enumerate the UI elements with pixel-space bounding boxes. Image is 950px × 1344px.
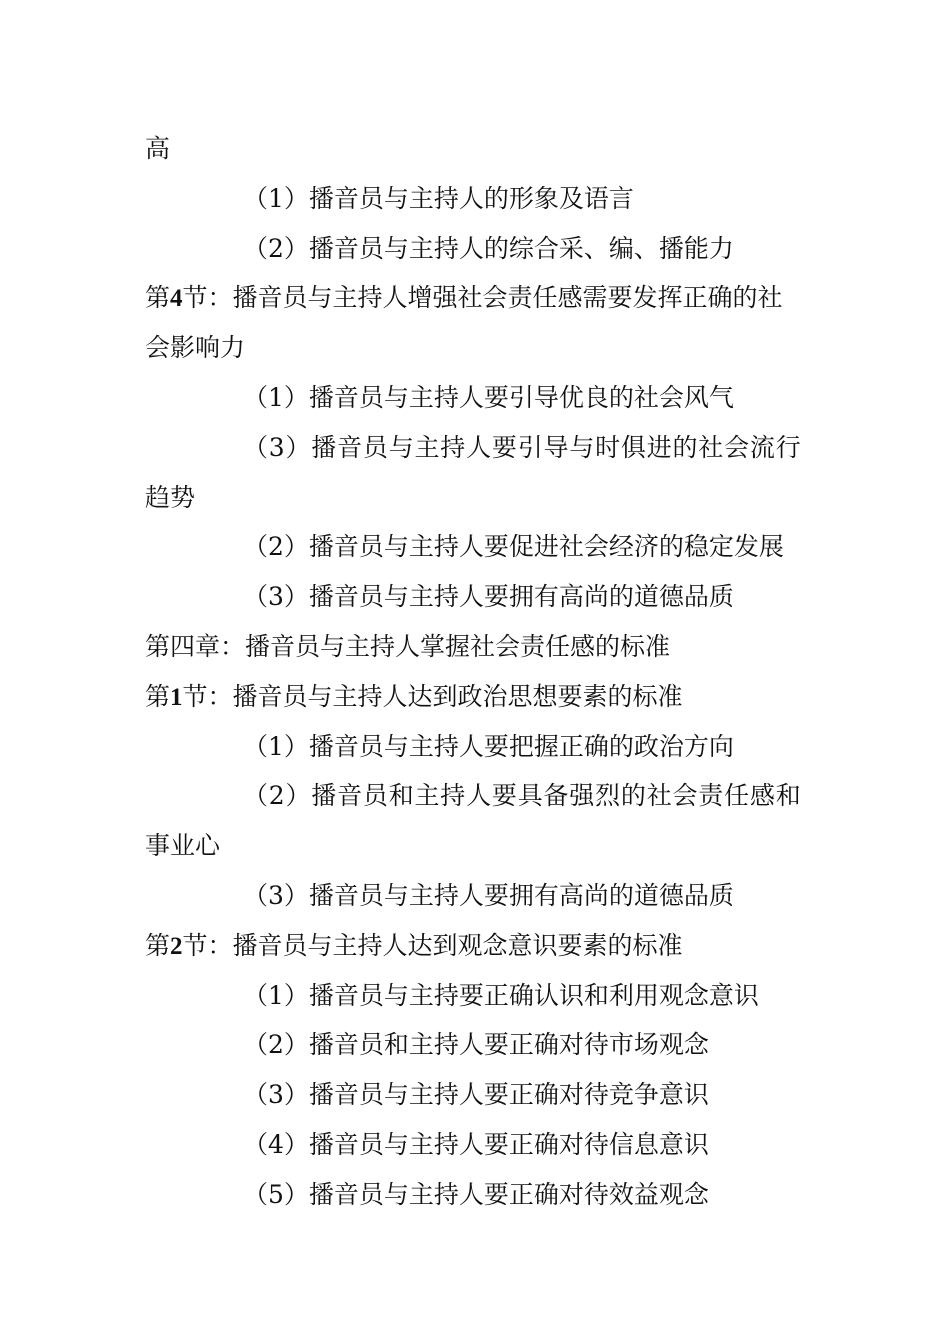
list-item	[145, 722, 815, 772]
list-item-text: （1）播音员与主持人的形象及语言	[243, 183, 634, 213]
list-item-text: （3）播音员与主持人要正确对待竞争意识	[243, 1080, 709, 1110]
list-item-text: （3）播音员与主持人要拥有高尚的道德品质	[243, 880, 734, 910]
chapter-heading	[145, 622, 815, 672]
list-item	[145, 224, 815, 274]
list-item	[145, 423, 815, 473]
section-number: 2	[170, 932, 183, 960]
list-item	[145, 871, 815, 921]
list-item	[145, 771, 815, 821]
list-item	[145, 572, 815, 622]
list-item	[145, 1020, 815, 1070]
section-heading-text: 节：播音员与主持人达到观念意识要素的标准	[182, 930, 683, 960]
list-item-text: （2）播音员和主持人要正确对待市场观念	[243, 1030, 709, 1060]
paragraph-continuation: 高	[145, 134, 171, 163]
text-line	[145, 821, 815, 871]
section-heading-text: 节：播音员与主持人增强社会责任感需要发挥正确的社	[182, 283, 783, 313]
list-item-continuation: 事业心	[145, 831, 221, 861]
list-item-text: （3）播音员与主持人要引导与时俱进的社会流行	[243, 432, 802, 462]
section-heading	[145, 273, 815, 323]
document-body	[145, 124, 815, 1220]
list-item	[145, 174, 815, 224]
list-item-text: （1）播音员与主持要正确认识和利用观念意识	[243, 980, 759, 1010]
section-heading-prefix: 第	[145, 681, 171, 711]
list-item-text: （2）播音员和主持人要具备强烈的社会责任感和	[243, 781, 802, 811]
section-heading-prefix: 第	[145, 283, 171, 313]
list-item	[145, 1170, 815, 1220]
chapter-heading-text: 第四章：播音员与主持人掌握社会责任感的标准	[145, 631, 671, 661]
section-number: 4	[170, 285, 183, 313]
list-item	[145, 522, 815, 572]
list-item-continuation: 趋势	[145, 482, 196, 512]
text-line	[145, 323, 815, 373]
list-item-text: （3）播音员与主持人要拥有高尚的道德品质	[243, 582, 734, 612]
list-item	[145, 1070, 815, 1120]
section-heading	[145, 921, 815, 971]
section-heading-prefix: 第	[145, 930, 171, 960]
heading-continuation: 会影响力	[145, 333, 246, 363]
list-item	[145, 971, 815, 1021]
section-heading-text: 节：播音员与主持人达到政治思想要素的标准	[182, 681, 683, 711]
section-number: 1	[170, 683, 183, 711]
list-item	[145, 1120, 815, 1170]
list-item-text: （4）播音员与主持人要正确对待信息意识	[243, 1129, 709, 1159]
list-item	[145, 373, 815, 423]
list-item-text: （5）播音员与主持人要正确对待效益观念	[243, 1179, 709, 1209]
list-item-text: （1）播音员与主持人要把握正确的政治方向	[243, 731, 734, 761]
list-item-text: （1）播音员与主持人要引导优良的社会风气	[243, 382, 734, 412]
list-item-text: （2）播音员与主持人的综合采、编、播能力	[243, 233, 734, 263]
section-heading	[145, 672, 815, 722]
text-line	[145, 124, 815, 174]
text-line	[145, 473, 815, 523]
list-item-text: （2）播音员与主持人要促进社会经济的稳定发展	[243, 532, 784, 562]
